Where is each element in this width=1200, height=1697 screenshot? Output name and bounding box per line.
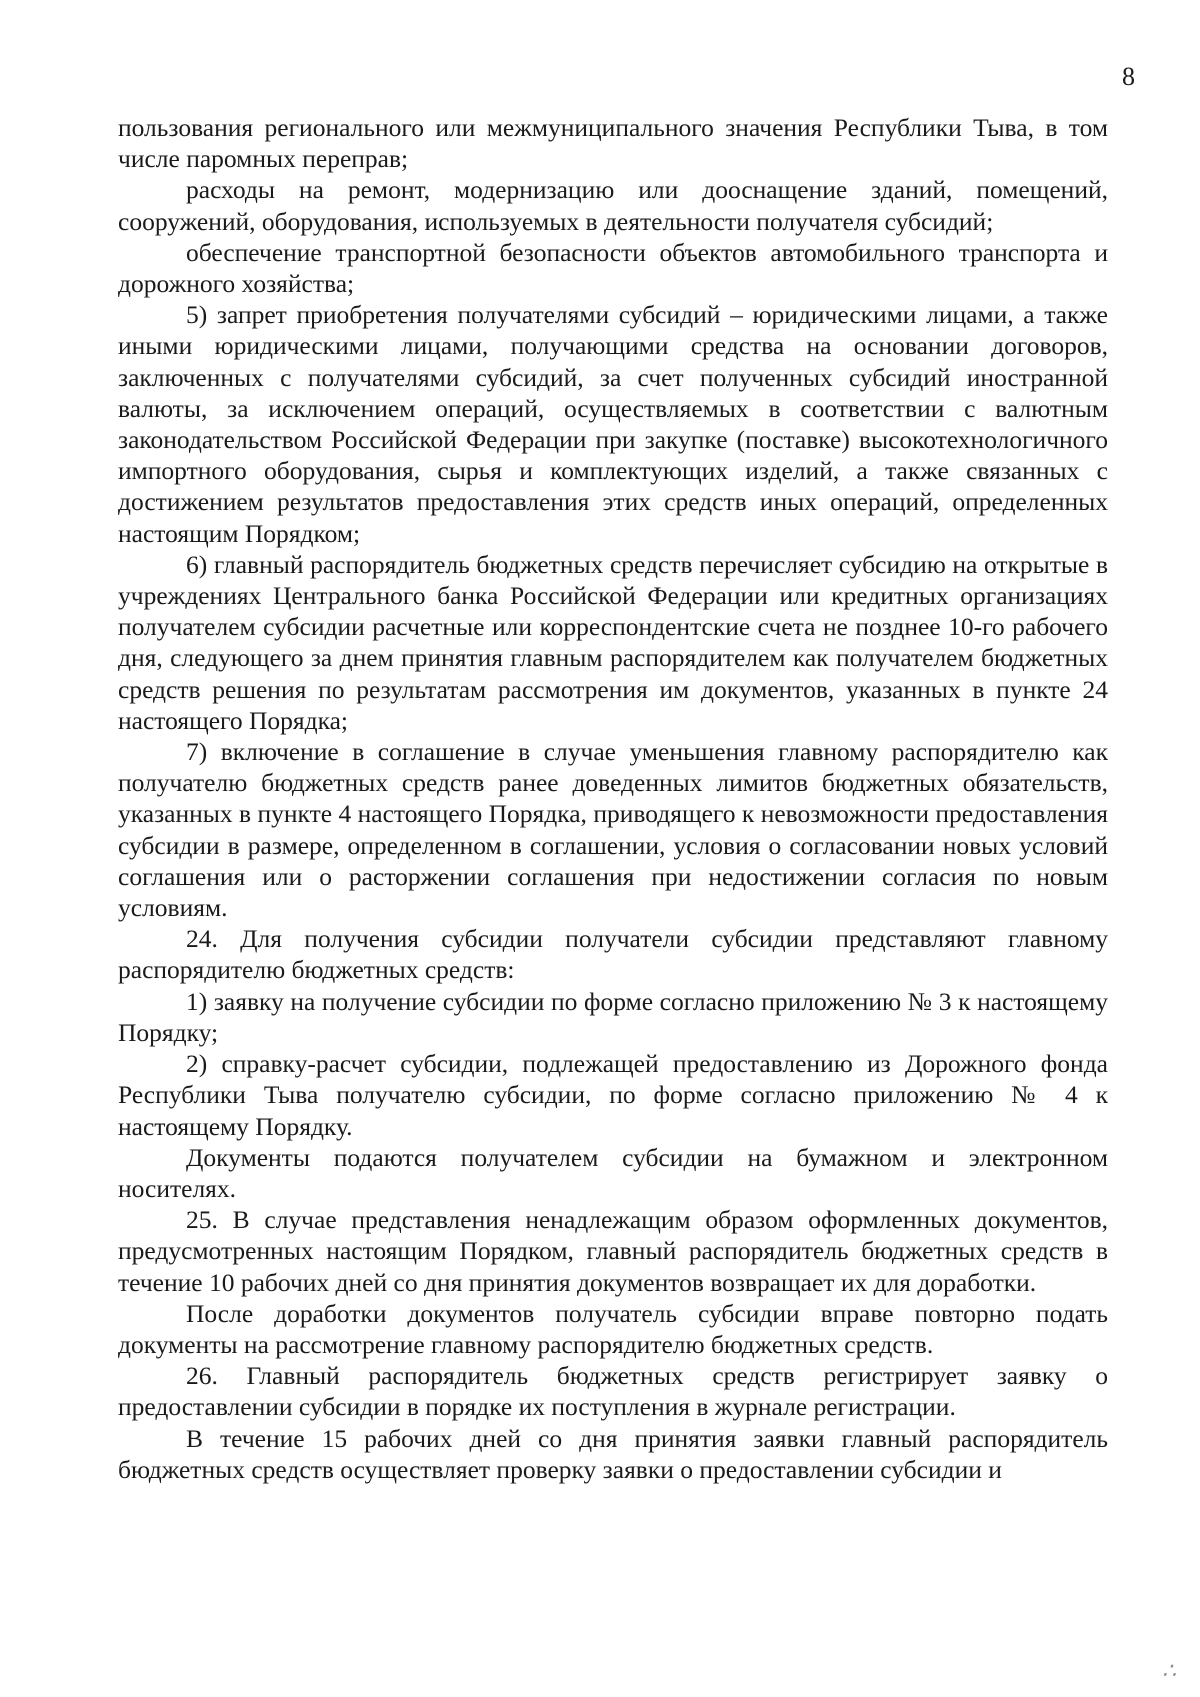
page-number: 8: [1122, 62, 1135, 91]
scan-mark: ∴: [1162, 1658, 1176, 1683]
document-body: [118, 112, 1108, 1485]
paragraph-clause-24-item-1: 1) заявку на получение субсидии по форме согласно приложению № 3 к настоящему Порядку;: [118, 986, 1108, 1047]
paragraph-continuation: пользования регионального или межмуниципального значения Республики Тыва, в том числе паромных переправ;: [118, 113, 1108, 174]
paragraph-item-5: 5) запрет приобретения получателями субсидий – юридическими лицами, а также иными юридическими лицами, получающими средства на основании договоров, заключенных с получателями субсидий, за счет полученных субсидий иностранной валюты, за исключением операций, осуществляемых в соответствии с валютным законодательством Российской Федерации при закупке (поставке) высокотехнологичного импортного оборудования, сырья и комплектующих изделий, а также связанных с достижением результатов предоставления этих средств иных операций, определенных настоящим Порядком;: [118, 300, 1108, 548]
paragraph-clause-26: 26. Главный распорядитель бюджетных средств регистрирует заявку о предоставлении субсидии в порядке их поступления в журнале регистрации.: [118, 1361, 1108, 1422]
paragraph-clause-24: 24. Для получения субсидии получатели субсидии представляют главному распорядителю бюджетных средств:: [118, 924, 1108, 985]
paragraph-transport-security: обеспечение транспортной безопасности объектов автомобильного транспорта и дорожного хозяйства;: [118, 237, 1108, 299]
paragraph-review-period: В течение 15 рабочих дней со дня принятия заявки главный распорядитель бюджетных средств осуществляет проверку заявки о предоставлении субсидии и: [118, 1423, 1108, 1484]
paragraph-clause-24-item-2: 2) справку-расчет субсидии, подлежащей предоставлению из Дорожного фонда Республики Тыва получателю субсидии, по форме согласно приложению № 4 к настоящему Порядку.: [118, 1049, 1108, 1141]
paragraph-clause-25: 25. В случае представления ненадлежащим образом оформленных документов, предусмотренных настоящим Порядком, главный распорядитель бюджетных средств в течение 10 рабочих дней со дня принятия документов возвращает их для доработки.: [118, 1205, 1108, 1297]
paragraph-item-6: 6) главный распорядитель бюджетных средств перечисляет субсидию на открытые в учреждениях Центрального банка Российской Федерации или кредитных организациях получателем субсидии расчетные или корреспондентские счета не позднее 10-го рабочего дня, следующего за днем принятия главным распорядителем как получателем бюджетных средств решения по результатам рассмотрения им документов, указанных в пункте 24 настоящего Порядка;: [118, 549, 1108, 735]
paragraph-item-7: 7) включение в соглашение в случае уменьшения главному распорядителю как получателю бюджетных средств ранее доведенных лимитов бюджетных обязательств, указанных в пункте 4 настоящего Порядка, приводящего к невозможности предоставления субсидии в размере, определенном в соглашении, условия о согласовании новых условий соглашения или о расторжении соглашения при недостижении согласия по новым условиям.: [118, 737, 1108, 923]
paragraph-documents-submission: Документы подаются получателем субсидии на бумажном и электронном носителях.: [118, 1142, 1108, 1203]
paragraph-resubmission: После доработки документов получатель субсидии вправе повторно подать документы на рассмотрение главному распорядителю бюджетных средств.: [118, 1298, 1108, 1359]
paragraph-repair-costs: расходы на ремонт, модернизацию или дооснащение зданий, помещений, сооружений, оборудования, используемых в деятельности получателя субсидий;: [118, 175, 1108, 236]
